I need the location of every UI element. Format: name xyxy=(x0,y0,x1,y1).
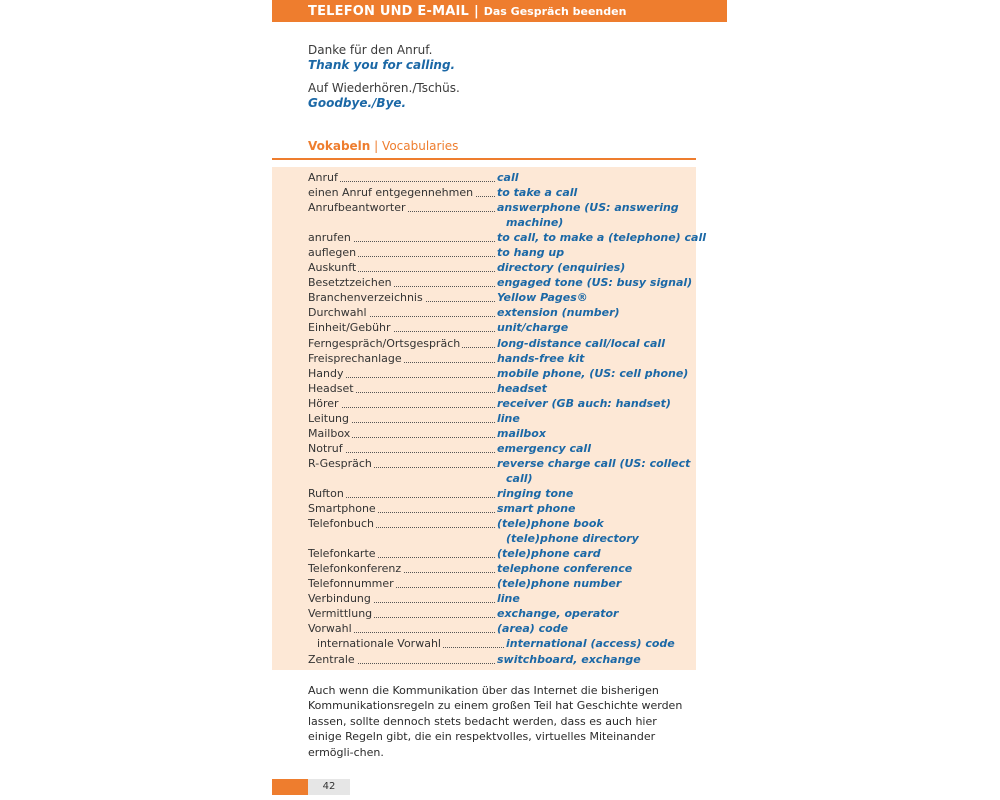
vocab-divider xyxy=(272,158,696,160)
vocab-english: extension (number) xyxy=(497,306,620,320)
vocab-row xyxy=(308,456,693,471)
vocab-german: Telefonbuch xyxy=(308,517,374,531)
vocab-english: to hang up xyxy=(497,246,565,260)
vocab-german: R-Gespräch xyxy=(308,456,372,470)
vocab-row xyxy=(308,621,693,636)
vocab-english: (area) code xyxy=(497,622,569,636)
vocab-german: Handy xyxy=(308,366,344,380)
phrase-english: Thank you for calling. xyxy=(308,58,456,72)
header-separator: | xyxy=(474,3,479,19)
phrase-german: Danke für den Anruf. xyxy=(308,43,433,57)
phrase-german: Auf Wiederhören./Tschüs. xyxy=(308,81,460,95)
vocab-english: exchange, operator xyxy=(497,607,619,621)
vocab-german: Verbindung xyxy=(308,592,371,606)
vocab-list xyxy=(308,170,707,667)
vocab-english: international (access) code xyxy=(506,637,675,651)
vocab-german: Zentrale xyxy=(308,652,355,666)
vocab-row xyxy=(308,652,693,667)
vocab-english: to call, to make a (telephone) call xyxy=(497,231,707,245)
section-header xyxy=(272,0,727,22)
vocab-row xyxy=(308,441,693,456)
vocab-english: answerphone (US: answering xyxy=(497,201,679,215)
vocab-english: (tele)phone directory xyxy=(506,532,639,546)
vocab-row xyxy=(308,426,693,441)
vocab-heading xyxy=(308,139,458,153)
vocab-german: Headset xyxy=(308,381,354,395)
vocab-row xyxy=(308,471,693,486)
vocab-row xyxy=(308,320,693,335)
vocab-english: ringing tone xyxy=(497,486,574,500)
vocab-row xyxy=(308,396,693,411)
vocab-german: Vermittlung xyxy=(308,607,373,621)
vocab-german: Telefonkarte xyxy=(308,547,376,561)
vocab-german: Vorwahl xyxy=(308,622,352,636)
vocab-german: Anrufbeantworter xyxy=(308,201,406,215)
phrase-english: Goodbye./Bye. xyxy=(308,96,407,110)
vocab-german: Rufton xyxy=(308,486,344,500)
vocab-german: internationale Vorwahl xyxy=(317,637,441,651)
vocab-german: einen Anruf entgegennehmen xyxy=(308,186,474,200)
vocab-row xyxy=(308,486,693,501)
vocab-row xyxy=(308,215,693,230)
vocab-german: Smartphone xyxy=(308,502,376,516)
vocab-row xyxy=(308,516,693,531)
vocab-english: line xyxy=(497,411,520,425)
vocab-english: long-distance call/local call xyxy=(497,336,665,350)
vocab-english: receiver (GB auch: handset) xyxy=(497,396,671,410)
vocab-english: (tele)phone number xyxy=(497,577,622,591)
page-number: 42 xyxy=(308,779,350,795)
vocab-row xyxy=(308,230,707,245)
vocab-english: machine) xyxy=(506,216,564,230)
vocab-row xyxy=(308,411,693,426)
vocab-german: anrufen xyxy=(308,231,351,245)
vocab-row xyxy=(308,636,693,651)
vocab-heading-english: Vocabularies xyxy=(382,139,459,153)
vocab-row xyxy=(308,351,693,366)
section-subtitle: Das Gespräch beenden xyxy=(483,4,627,18)
vocab-english: call) xyxy=(506,471,533,485)
vocab-row xyxy=(308,561,693,576)
vocab-german: Freisprechanlage xyxy=(308,351,402,365)
vocab-english: engaged tone (US: busy signal) xyxy=(497,276,693,290)
vocab-row xyxy=(308,275,693,290)
vocab-heading-german: Vokabeln xyxy=(308,139,371,153)
vocab-row xyxy=(308,290,693,305)
vocab-english: unit/charge xyxy=(497,321,569,335)
vocab-english: directory (enquiries) xyxy=(497,261,626,275)
vocab-row xyxy=(308,336,693,351)
body-paragraph: Auch wenn die Kommunikation über das Internet die bisherigen Kommunikationsregeln zu einem großen Teil hat Geschichte werden lassen, sollte dennoch stets bedacht werden, dass es auch hier einige Regeln gibt, die ein respektvolles, virtuelles Miteinander ermögli-chen. xyxy=(308,684,683,759)
vocab-english: reverse charge call (US: collect xyxy=(497,456,691,470)
vocab-row xyxy=(308,381,693,396)
vocab-german: Auskunft xyxy=(308,261,357,275)
vocab-english: (tele)phone card xyxy=(497,547,601,561)
vocab-row xyxy=(308,546,693,561)
section-title: TELEFON UND E-MAIL xyxy=(308,3,469,19)
vocab-german: Besetztzeichen xyxy=(308,276,392,290)
footer-accent-block xyxy=(272,779,308,795)
vocab-row xyxy=(308,576,693,591)
vocab-row xyxy=(308,245,693,260)
vocab-german: Durchwahl xyxy=(308,306,367,320)
vocab-english: emergency call xyxy=(497,441,591,455)
vocab-english: mobile phone, (US: cell phone) xyxy=(497,366,689,380)
vocab-row xyxy=(308,531,693,546)
vocab-german: Notruf xyxy=(308,441,343,455)
vocab-row xyxy=(308,185,693,200)
vocab-english: mailbox xyxy=(497,426,546,440)
vocab-german: Telefonkonferenz xyxy=(308,562,402,576)
vocab-german: Mailbox xyxy=(308,426,351,440)
vocab-english: headset xyxy=(497,381,547,395)
vocab-row xyxy=(308,501,693,516)
vocab-row xyxy=(308,591,693,606)
vocab-german: Ferngespräch/Ortsgespräch xyxy=(308,336,461,350)
vocab-english: hands-free kit xyxy=(497,351,585,365)
vocab-english: line xyxy=(497,592,520,606)
vocab-english: Yellow Pages® xyxy=(497,291,588,305)
vocab-row xyxy=(308,606,693,621)
vocab-german: Einheit/Gebühr xyxy=(308,321,391,335)
vocab-english: call xyxy=(497,171,519,184)
vocab-row xyxy=(308,366,693,381)
vocab-english: switchboard, exchange xyxy=(497,652,641,666)
vocab-english: to take a call xyxy=(497,186,578,200)
vocab-heading-separator: | xyxy=(374,139,379,153)
vocab-english: telephone conference xyxy=(497,562,633,576)
vocab-german: Anruf xyxy=(308,171,338,184)
vocab-row xyxy=(308,200,693,215)
vocab-german: Telefonnummer xyxy=(308,577,394,591)
vocab-german: Hörer xyxy=(308,396,339,410)
vocab-row xyxy=(308,170,693,185)
vocab-english: (tele)phone book xyxy=(497,517,604,531)
vocab-english: smart phone xyxy=(497,502,576,516)
vocab-german: Branchenverzeichnis xyxy=(308,291,423,305)
vocab-german: Leitung xyxy=(308,411,349,425)
vocab-row xyxy=(308,305,693,320)
vocab-row xyxy=(308,260,693,275)
vocab-german: auflegen xyxy=(308,246,357,260)
